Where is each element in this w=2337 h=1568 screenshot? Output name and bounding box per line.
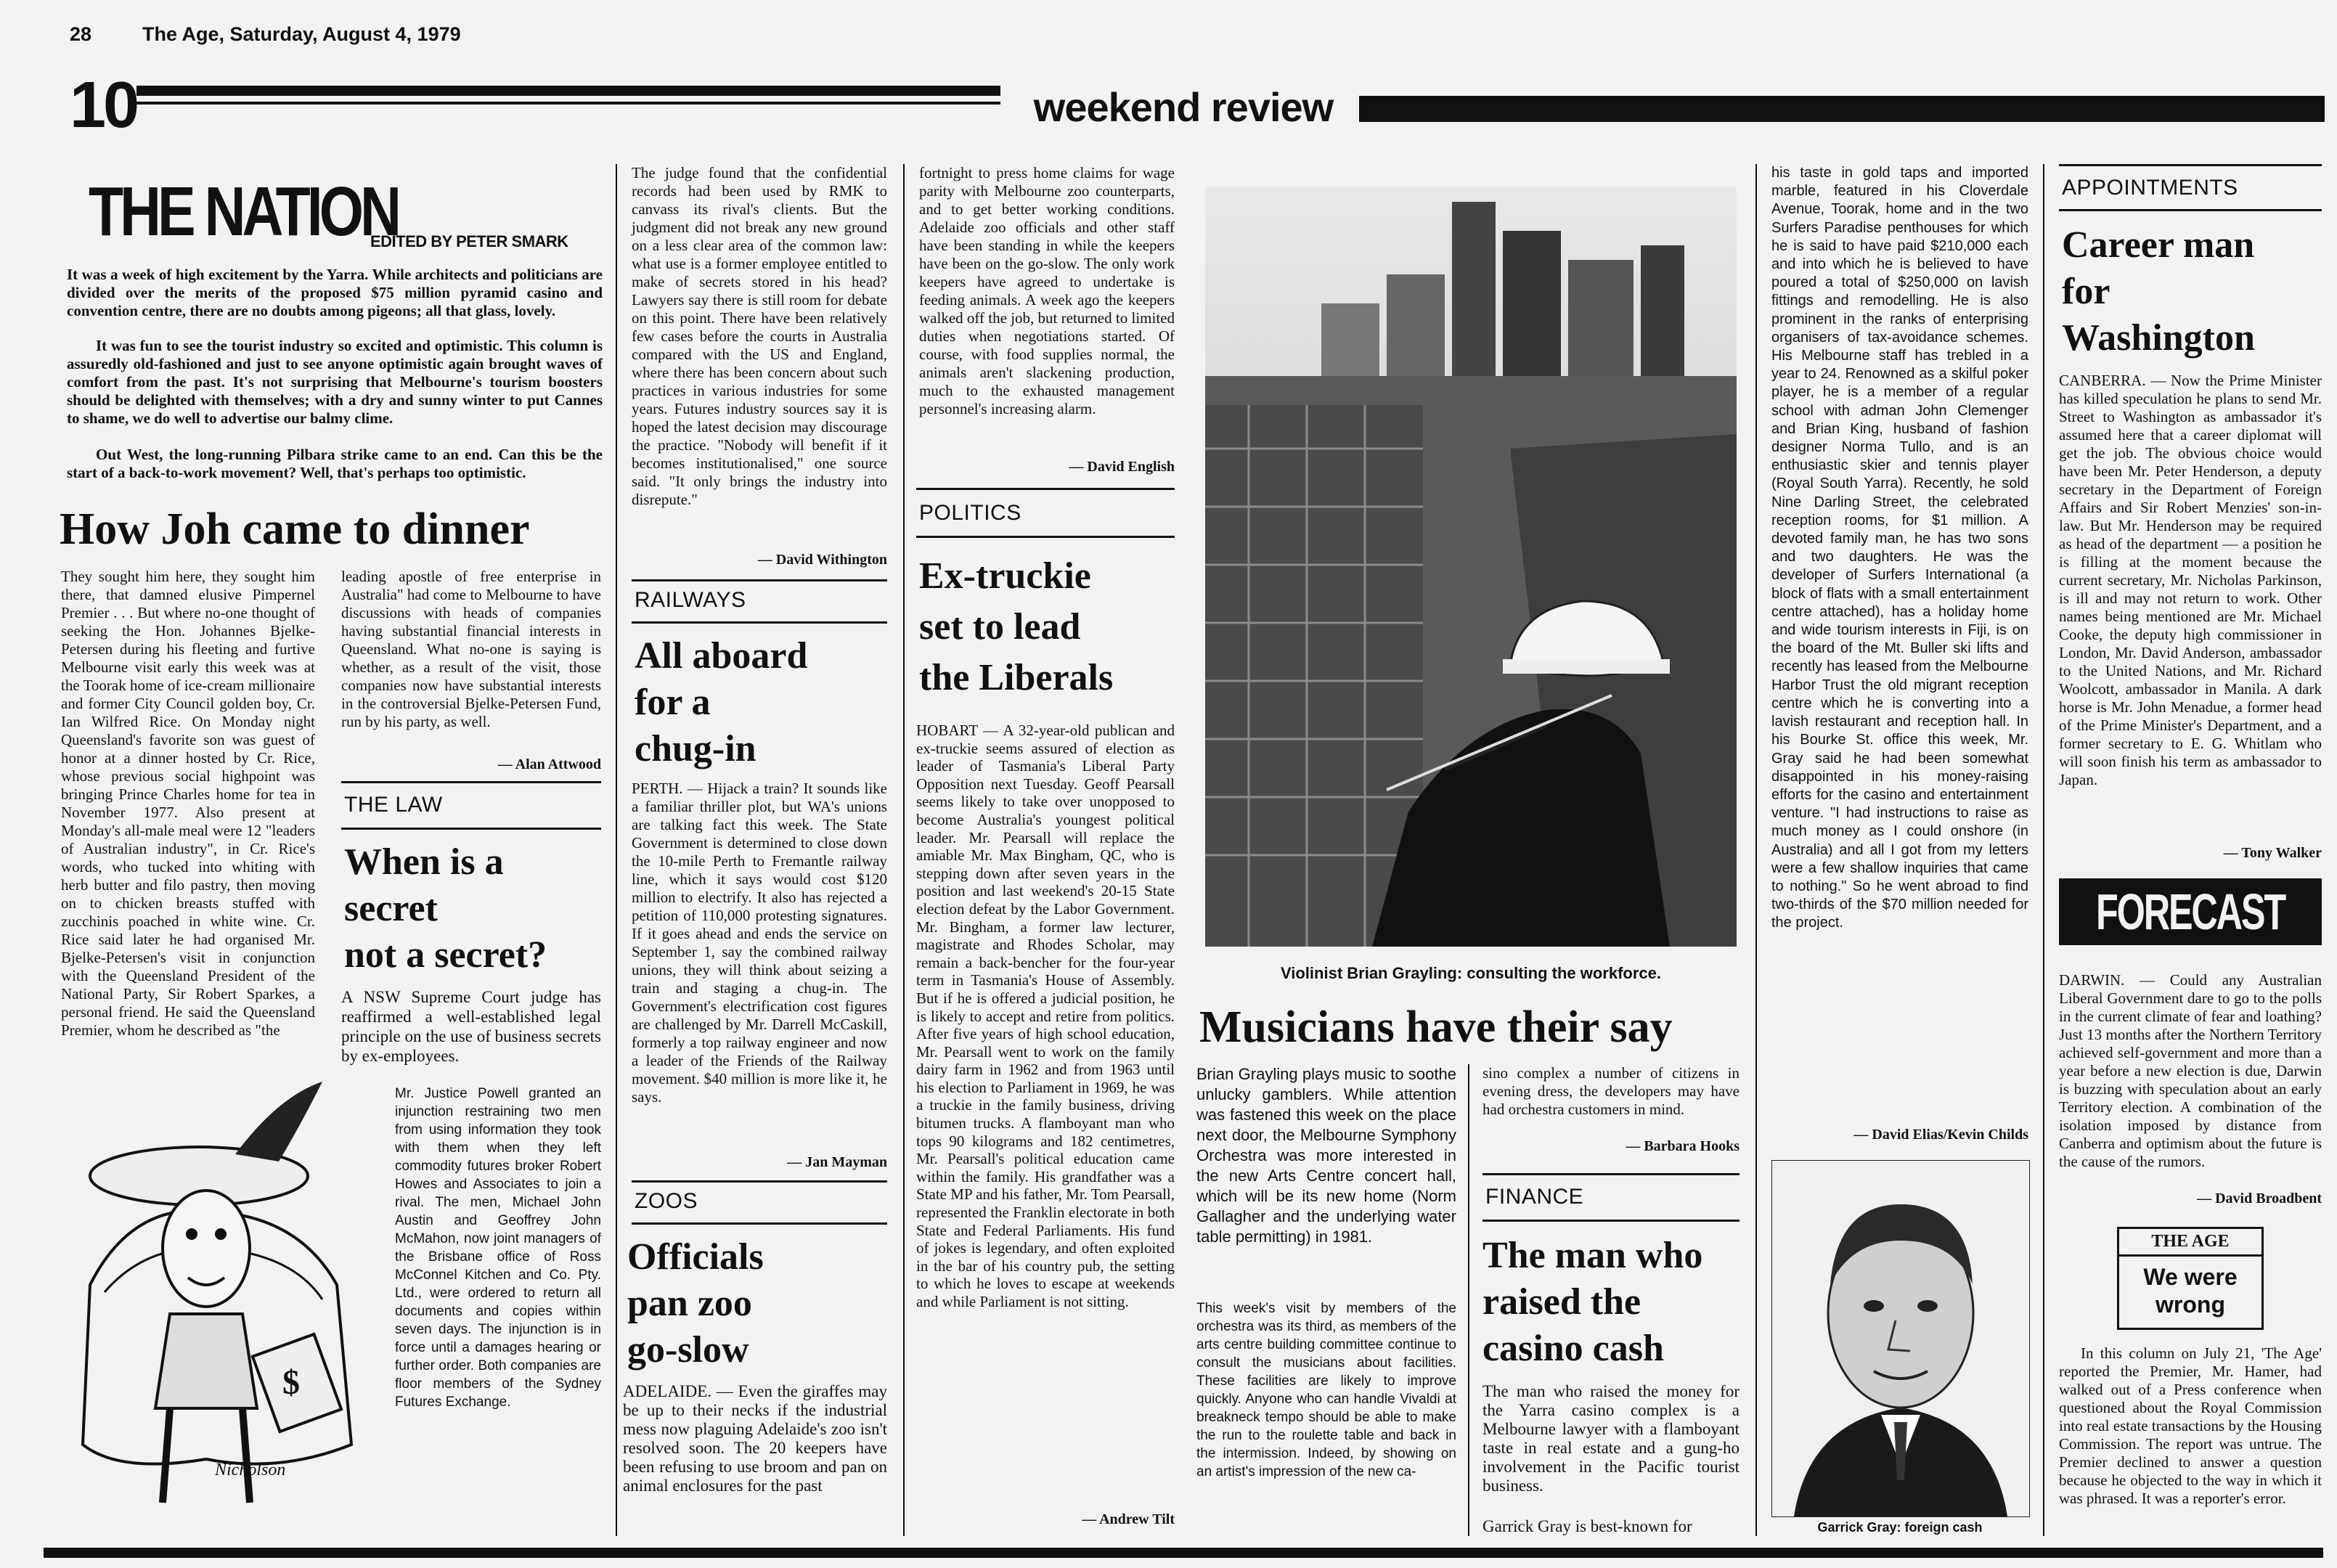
appointments-headline-1: Career man — [2062, 224, 2255, 266]
zoos-kicker: ZOOS — [635, 1189, 698, 1213]
joh-headline: How Joh came to dinner — [60, 505, 530, 554]
politics-rule-2 — [916, 536, 1175, 538]
railways-body: PERTH. — Hijack a train? It sounds like a familiar thriller plot, but WA's unions are talking fact this week. The State Government is determined to close down the 10-mile Perth to Fremantle railway line, which it says would cost $120 million to electrify. It also has rejected a petition of 110,000 protesting signatures. If it goes ahead and ends the service on September 1, say the combined railway unions, they will think about seizing a train and staging a chug-in. The Government's electrification cost figures are challenged by Mr. Darrell McCaskill, formerly a top railway engineer and now a leader of the Friends of the Railway movement. $40 million is more like it, he says. — [632, 780, 887, 1106]
masthead-rule-right — [1359, 96, 2325, 122]
garrick-gray-caption: Garrick Gray: foreign cash — [1817, 1520, 1983, 1535]
garrick-gray-portrait — [1772, 1161, 2029, 1516]
column-rule-5 — [1468, 1064, 1469, 1536]
politics-headline-3: the Liberals — [919, 657, 1114, 698]
cartoon-illustration — [61, 1067, 380, 1532]
finance-rule — [1482, 1173, 1740, 1175]
law-body: Mr. Justice Powell granted an injunction restraining two men from using information they took with them when they left commodity futures broker Robert Howes and Associates to join a rival. The men, Michael John Austin and Geoffrey John McMahon, now joint managers of the Brisbane office of Ross McConnel Kitchen and Co. Pty. Ltd., were ordered to return all documents and copies within seven days. The injunction is in force until a damages hearing or further order. Both companies are floor members of the Sydney Futures Exchange. — [395, 1086, 601, 1410]
railways-kicker: RAILWAYS — [635, 588, 746, 612]
zoos-byline: — David English — [1069, 459, 1175, 475]
column-rule-4 — [2043, 164, 2044, 1536]
appointments-byline: — Tony Walker — [2223, 845, 2322, 861]
musicians-lead: Brian Grayling plays music to soothe unlucky gamblers. While attention was fastened this week on the place next door, the Melbourne Symphony Orchestra was more interested in the new Arts Centre concert hall, which will be its new home (Norm Gallagher and the underlying water table permitting) in 1981. — [1196, 1065, 1456, 1246]
politics-rule — [916, 488, 1175, 490]
law-headline-2: secret — [344, 888, 438, 929]
politics-headline-1: Ex-truckie — [919, 555, 1091, 597]
zoos-body-cont: fortnight to press home claims for wage parity with Melbourne zoo counterparts, and to get better working conditions. Adelaide zoo officials and other staff have been standing in while the keepers have been on the go-slow. The only work keepers have agreed to undertake is feeding animals. A week ago the keepers walked off the job, but returned to limited duties when negotiations started. Of course, with food supplies normal, the animals aren't slackening production, much to the exhausted management personnel's increasing alarm. — [919, 164, 1175, 417]
column-rule-2 — [903, 164, 905, 1536]
violinist-photo-image — [1205, 187, 1737, 947]
politics-body: HOBART — A 32-year-old publican and ex-truckie seems assured of election as leader of Tasmania's Liberal Party Opposition next Tuesday. Geoff Pearsall seems likely to take over unopposed to become Australia's youngest political leader. Mr. Pearsall will replace the amiable Mr. Max Bingham, QC, who is stepping down after seven years in the position and last weekend's 20-15 State election defeat by the Labor Government. Mr. Bingham, a former law lecturer, magistrate and Rhodes Scholar, may remain a back-bencher for the four-year term in Tasmania's House of Assembly. But if he is offered a judicial position, he is likely to accept and retire from politics. After five years of high school education, Mr. Pearsall went to work on the family dairy farm in 1962 and from 1963 until his election to Parliament in 1969, he was a truckie in the family business, driving bitumen trucks. A flamboyant man who tops 90 kilograms and 182 centimetres, Mr. Pearsall's political education came within the family. His grandfather was a State MP and his father, Mr. Tom Pearsall, represented the Franklin electorate in both State and Federal Parliaments. His fund of jokes is legendary, and often exploited in the bar of his country pub, the setting to which he loves to escape at weekends and while Parliament is not sitting. — [916, 722, 1175, 1310]
correction-logo: THE AGE — [2119, 1232, 2261, 1257]
politics-byline: — Andrew Tilt — [1082, 1511, 1175, 1527]
appointments-rule — [2059, 164, 2322, 166]
finance-rule-2 — [1482, 1220, 1740, 1222]
politics-kicker: POLITICS — [919, 501, 1021, 525]
railways-headline-2: for a — [635, 682, 711, 723]
section-title: weekend review — [1033, 84, 1334, 130]
law-byline: — David Withington — [757, 552, 887, 568]
zoos-headline-2: pan zoo — [627, 1283, 752, 1324]
finance-lead: The man who raised the money for the Yarra casino complex is a Melbourne lawyer with a flamboyant taste in real estate and a gung-ho involvement in the Pacific tourist business. — [1482, 1382, 1740, 1495]
law-headline-3: not a secret? — [344, 934, 547, 976]
finance-kicker: FINANCE — [1485, 1185, 1584, 1209]
musicians-headline: Musicians have their say — [1199, 1003, 1673, 1052]
forecast-body: DARWIN. — Could any Australian Liberal Government dare to go to the polls in the current climate of fear and loathing? Just 13 months after the Northern Territory achieved self-government and more than a year before a new election is due, Darwin is buzzing with speculation about an early Territory election. A combination of the isolation imposed by distance from Canberra and optimism about the future is the cause of the rumors. — [2059, 971, 2322, 1170]
appointments-kicker: APPOINTMENTS — [2062, 176, 2238, 200]
finance-byline: — David Elias/Kevin Childs — [1853, 1127, 2028, 1143]
musicians-body-cont: sino complex a number of citizens in evening dress, the developers may have had orchestra customers in mind. — [1482, 1064, 1740, 1118]
railways-rule-2 — [632, 621, 887, 624]
law-kicker: THE LAW — [344, 793, 443, 817]
masthead-rule-left-thin — [136, 102, 1000, 105]
nation-editor: EDITED BY PETER SMARK — [370, 232, 568, 250]
nation-title: THE NATION — [89, 173, 399, 250]
nation-intro-1: It was a week of high excitement by the Yarra. While architects and politicians are divided over the merits of the proposed $75 million pyramid casino and convention centre, there are no doubts among pigeons; all that glass, lovely. — [67, 266, 603, 319]
finance-headline-3: casino cash — [1482, 1328, 1664, 1369]
column-rule-3 — [1755, 164, 1757, 1536]
section-number: 10 — [70, 69, 137, 142]
railways-rule — [632, 579, 887, 581]
correction-title-2: wrong — [2155, 1291, 2225, 1318]
garrick-gray-photo — [1771, 1160, 2030, 1517]
zoos-headline-3: go-slow — [627, 1329, 749, 1371]
zoos-rule — [632, 1180, 887, 1183]
nation-intro-3: Out West, the long-running Pilbara strike came to an end. Can this be the start of a back-to-work movement? Well, that's perhaps too optimistic. — [67, 446, 603, 481]
joh-byline: — Alan Attwood — [497, 756, 601, 772]
forecast-byline: — David Broadbent — [2197, 1191, 2322, 1206]
appointments-rule-2 — [2059, 209, 2322, 211]
musicians-byline: — Barbara Hooks — [1626, 1138, 1740, 1154]
violinist-caption: Violinist Brian Grayling: consulting the workforce. — [1280, 964, 1661, 982]
correction-body: In this column on July 21, 'The Age' reported the Premier, Mr. Hamer, had walked out of a Press conference when questioned about the Royal Commission into real estate transactions by the Housing Commission. The report was untrue. The Premier declined to answer a question because he objected to the way in which it was phrased. It was a reporter's error. — [2059, 1344, 2322, 1507]
forecast-banner — [2059, 878, 2322, 945]
law-body-cont: The judge found that the confidential records had been used by RMK to canvass its rival's clients. But the judgment did not break any new ground on a less clear area of the common law: what use is a former employee entitled to make of secrets stored in his head? Lawyers say there is still room for debate on this point. There have been relatively few cases before the courts in Australia compared with the US and England, where there has been concern about such practices in various industries for some years. Futures industry sources say it is hoped the latest decision may discourage the practice. "Nobody will benefit if it becomes institutionalised," one source said. "It only brings the industry into disrepute." — [632, 164, 887, 508]
forecast-title: FORECAST — [2096, 883, 2285, 940]
law-headline-1: When is a — [344, 841, 504, 883]
finance-headline-1: The man who — [1482, 1235, 1703, 1276]
appointments-body: CANBERRA. — Now the Prime Minister has killed speculation he plans to send Mr. Street to Washington as ambassador it's assumed here that a career diplomat will get the job. The obvious choice would have been Mr. Peter Henderson, a deputy secretary in the Department of Foreign Affairs and Sir Robert Menzies' son-in-law. But Mr. Henderson may be required as head of the department — a position he is filling at the moment because the current secretary, Mr. Nicholas Parkinson, is ill and may not return to work. Other names being mentioned are Mr. Michael Cooke, the deputy high commissioner in London, Mr. David Anderson, ambassador to the United Nations, and Mr. Richard Woolcott, ambassador in Manila. A dark horse is Mr. John Menadue, a former head of the Prime Minister's Department, and a former secretary to E. G. Whitlam who will soon finish his term as ambassador to Japan. — [2059, 372, 2322, 788]
appointments-headline-2: for — [2062, 271, 2110, 312]
law-rule-2 — [341, 828, 601, 830]
railways-byline: — Jan Mayman — [787, 1154, 887, 1170]
zoos-body: ADELAIDE. — Even the giraffes may be up to their necks if the industrial mess now plaguing Adelaide's zoo isn't resolved soon. The 20 keepers have been refusing to use broom and pan on animal enclosures for the past — [623, 1382, 887, 1495]
railways-headline-3: chug-in — [635, 728, 756, 769]
nation-intro-2: It was fun to see the tourist industry so excited and optimistic. This column is assuredly old-fashioned and just to see anyone optimistic again brought waves of comfort from the past. It's not surprising that Melbourne's tourism boosters should be delighted with themselves; with a dry and sunny winter to put Cannes to shame, we do well to advertise our balmy clime. — [67, 337, 603, 427]
joh-col2: leading apostle of free enterprise in Australia" had come to Melbourne to have discussions with heads of companies having substantial financial interests in Queensland. What no-one is saying is whether, as a result of the visit, those companies now have substantial interests in the controversial Bjelke-Petersen Fund, run by his party, as well. — [341, 568, 601, 730]
correction-box — [2117, 1227, 2264, 1330]
railways-headline-1: All aboard — [635, 635, 808, 677]
masthead-rule-left — [136, 86, 1000, 96]
musicians-body: This week's visit by members of the orchestra was its third, as members of the arts centre building committee continue to consult the musicians about facilities. These facilities are likely to improve quickly. Anyone who can handle Vivaldi at breakneck tempo should be able to make the run to the roulette table and back in the intermission. Indeed, by showing on an artist's impression of the new ca- — [1196, 1301, 1456, 1479]
violinist-photo — [1205, 187, 1737, 947]
bottom-rule — [44, 1548, 2323, 1558]
finance-body-cont: his taste in gold taps and imported marble, featured in his Cloverdale Avenue, Toorak, home and in the two Surfers Paradise penthouses for which he is said to have paid $210,000 each and into which he is believed to have poured a total of $250,000 on lavish fittings and remodelling. He is also prominent in the ranks of enterprising organisers of tax-avoidance schemes. His Melbourne staff has trebled in a year to 24. Renowned as a skilful poker player, he is a member of a regular school with adman John Clemenger and Brian King, husband of fashion designer Norma Tullo, and is an enthusiastic skier and tennis player (Royal South Yarra). Recently, he sold Nine Darling Street, the celebrated reception rooms, for $1 million. A devoted family man, he has two sons and two daughters. He was the developer of Surfers International (a block of flats with a small entertainment centre attached), has a holiday home and wide tourism interests in Fiji, is on the board of the Mt. Buller ski lifts and recently has leased from the Melbourne Harbor Trust the old migrant reception centre which he is converting into a lavish restaurant and reception hall. In his Bourke St. office this week, Mr. Gray said he had been somewhat disappointed in his money-raising efforts for the casino and entertainment venture. "I had instructions to raise as much money as I could onshore (in Australia) and all I got from my letters were a few shallow inquiries that came to nothing." So he went abroad to find two-thirds of the $70 million needed for the project. — [1771, 165, 2028, 931]
finance-body: Garrick Gray is best-known for — [1482, 1517, 1692, 1535]
zoos-headline-1: Officials — [627, 1236, 764, 1278]
cartoon-signature: Nicholson — [215, 1461, 286, 1479]
svg-text:$: $ — [282, 1363, 300, 1402]
correction-title-1: We were — [2143, 1264, 2238, 1290]
politics-headline-2: set to lead — [919, 606, 1081, 648]
law-lead: A NSW Supreme Court judge has reaffirmed a well-established legal principle on the use of business secrets by ex-employees. — [341, 988, 601, 1065]
joh-col1: They sought him here, they sought him there, that damned elusive Pimpernel Premier . . . But where no-one thought of seeking the Hon. Johannes Bjelke-Petersen during his fleeting and furtive Melbourne visit early this week was at the Toorak home of ice-cream millionaire and former City Council golden boy, Cr. Ian Wilfred Rice. On Monday night Queensland's favorite son was guest of honor at a dinner hosted by Cr. Rice, whose previous social highpoint was bringing Prince Charles home for tea in November 1977. Also present at Monday's all-male meal were 12 "leaders of Australian industry", in Cr. Rice's words, who tucked into whiting with herb butter and filo pastry, then moving on to chicken breasts stuffed with zucchinis poached in white wine. Cr. Rice said later he had organised Mr. Bjelke-Petersen's visit in conjunction with the Queensland President of the National Party, Sir Robert Sparkes, a personal friend. He said the Queensland Premier, whom he described as "the — [61, 568, 315, 1039]
law-rule — [341, 781, 601, 783]
column-rule-1 — [616, 164, 617, 1536]
zoos-rule-2 — [632, 1222, 887, 1225]
finance-headline-2: raised the — [1482, 1281, 1641, 1323]
page-number: 28 — [70, 23, 92, 45]
paper-date: The Age, Saturday, August 4, 1979 — [142, 23, 461, 45]
appointments-headline-3: Washington — [2062, 317, 2255, 359]
